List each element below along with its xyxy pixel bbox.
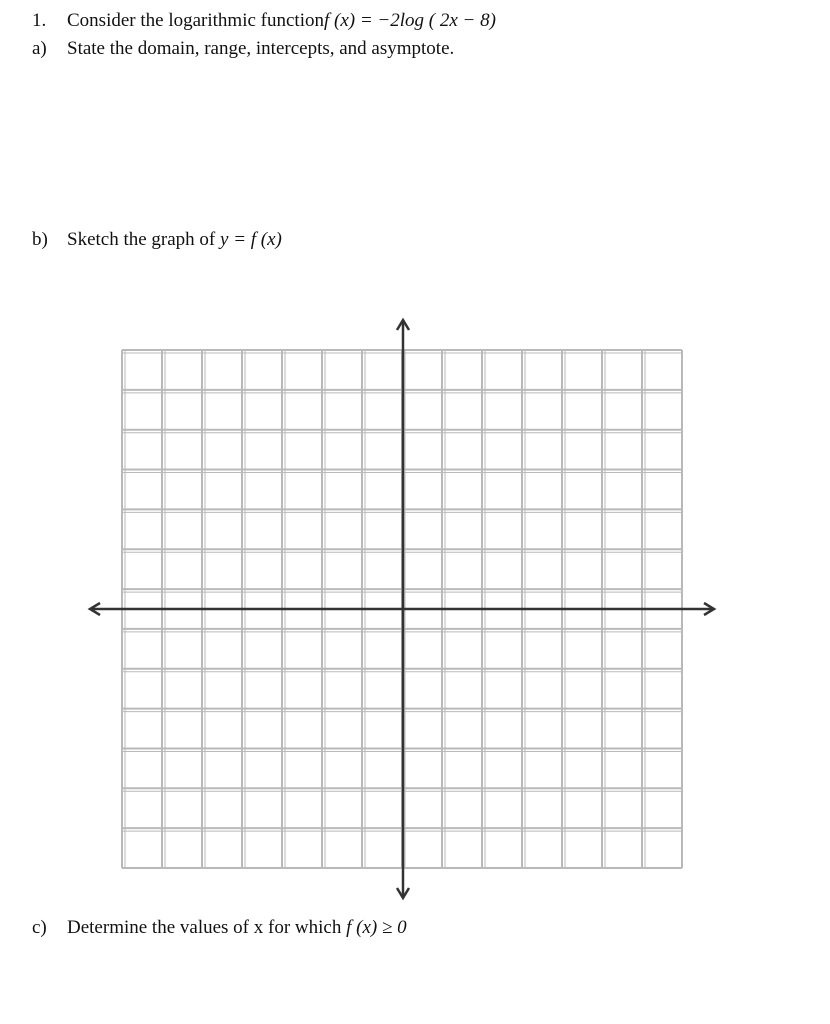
part-a-label: a) (32, 38, 47, 59)
part-c-content (67, 917, 407, 939)
part-b-label: b) (32, 229, 48, 250)
part-c-expression: f (x) ≥ 0 (346, 917, 407, 938)
part-b-expression: y = f (x) (220, 229, 282, 250)
part-b-text: Sketch the graph of (67, 229, 216, 250)
part-c-label: c) (32, 917, 47, 938)
question-number: 1. (32, 10, 47, 31)
part-a-text: State the domain, range, intercepts, and asymptote. (67, 38, 455, 59)
function-expression: f (x) = −2log ( 2x − 8) (323, 10, 496, 31)
question-intro-text: Consider the logarithmic function (67, 10, 324, 31)
part-c-text: Determine the values of x for which (67, 917, 342, 938)
